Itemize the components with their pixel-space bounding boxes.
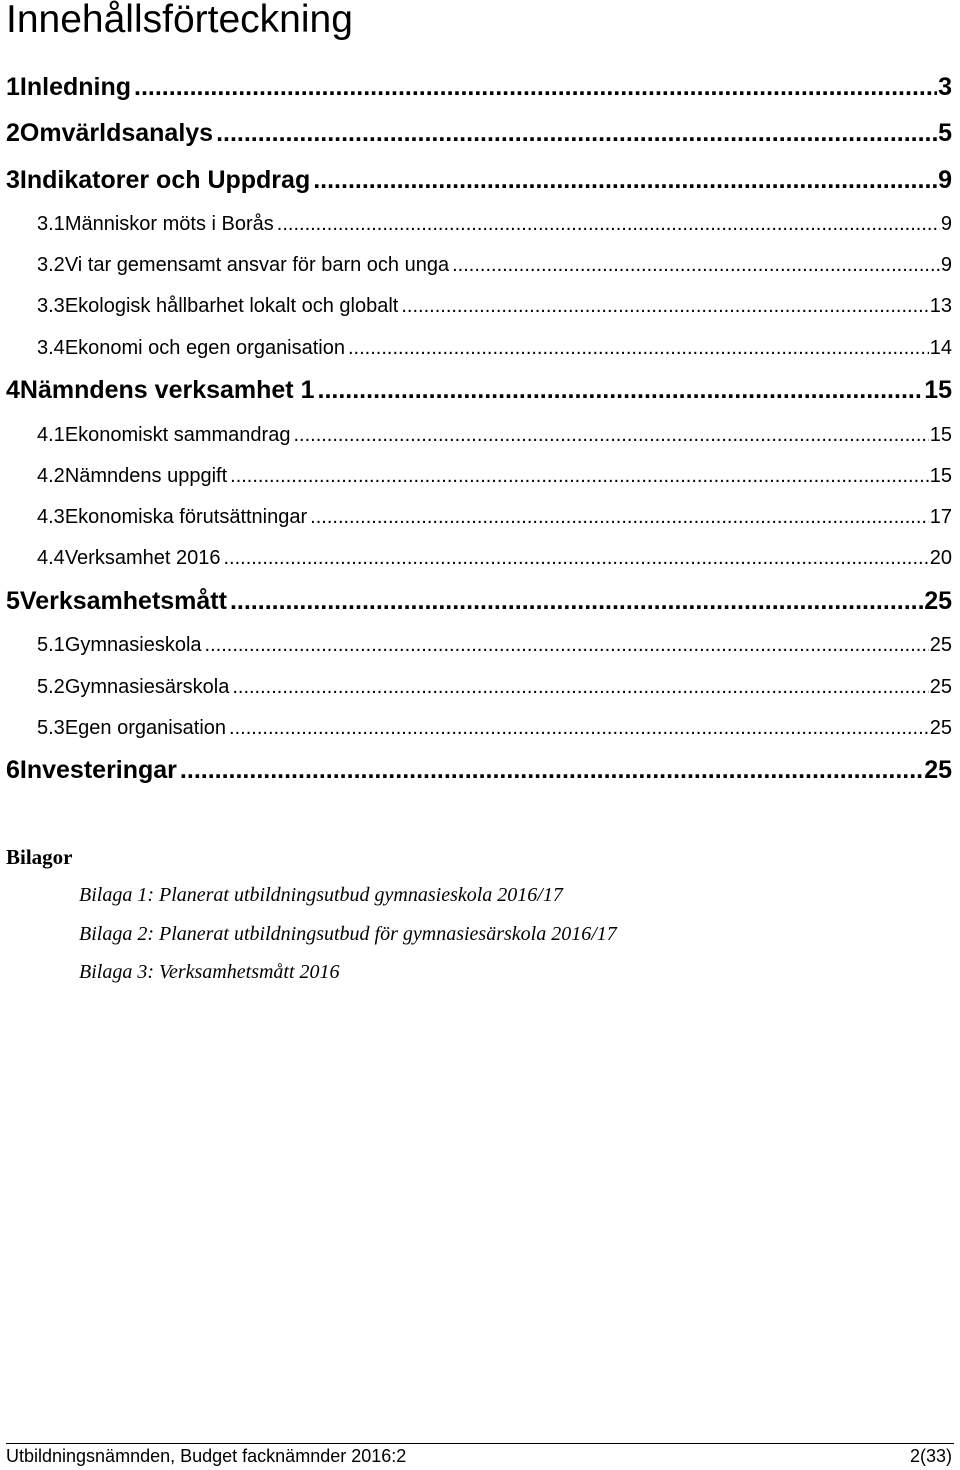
- toc-dot-leader: [232, 676, 928, 699]
- toc-number: 6: [6, 756, 20, 784]
- toc-dot-leader: [216, 119, 937, 148]
- toc-title: Egen organisation: [64, 717, 227, 739]
- bilaga-item: Bilaga 1: Planerat utbildningsutbud gymnasieskola 2016/17: [79, 884, 563, 906]
- toc-title: Omvärldsanalys: [19, 119, 214, 147]
- toc-number: 5.1: [37, 634, 65, 656]
- toc-page-number: 14: [929, 337, 952, 359]
- toc-page-number: 9: [940, 254, 952, 276]
- toc-number: 3.4: [37, 337, 65, 359]
- toc-page-number: 15: [924, 376, 952, 404]
- toc-title: Ekonomiska förutsättningar: [64, 506, 308, 528]
- toc-entry[interactable]: [6, 376, 952, 408]
- toc-entry[interactable]: [6, 717, 952, 745]
- toc-number: 4.3: [37, 506, 65, 528]
- toc-number: 3.3: [37, 295, 65, 317]
- toc-dot-leader: [293, 424, 928, 447]
- toc-entry[interactable]: [6, 506, 952, 534]
- toc-title: Investeringar: [19, 756, 177, 784]
- footer-page-number: 2(33): [909, 1446, 952, 1466]
- toc-entry[interactable]: [6, 166, 952, 198]
- toc-page-number: 25: [924, 587, 952, 615]
- toc-number: 3.2: [37, 254, 65, 276]
- toc-dot-leader: [310, 506, 929, 529]
- toc-number: 3: [6, 166, 20, 194]
- footer-rule: [6, 1443, 954, 1444]
- toc-number: 1: [6, 73, 20, 101]
- toc-page-number: 25: [924, 756, 952, 784]
- page-title: Innehållsförteckning: [6, 0, 353, 41]
- toc-dot-leader: [223, 547, 928, 570]
- toc-page-number: 5: [938, 119, 952, 147]
- toc-number: 5: [6, 587, 20, 615]
- toc-dot-leader: [205, 634, 929, 657]
- toc-entry[interactable]: [6, 465, 952, 493]
- toc-dot-leader: [230, 587, 923, 616]
- toc-page-number: 17: [929, 506, 952, 528]
- toc-dot-leader: [318, 376, 924, 405]
- toc-entry[interactable]: [6, 254, 952, 282]
- toc-entry[interactable]: [6, 424, 952, 452]
- toc-title: Ekologisk hållbarhet lokalt och globalt: [64, 295, 399, 317]
- toc-dot-leader: [277, 213, 940, 236]
- toc-entry[interactable]: [6, 73, 952, 105]
- toc-dot-leader: [230, 465, 929, 488]
- toc-number: 5.3: [37, 717, 65, 739]
- toc-number: 2: [6, 119, 20, 147]
- toc-number: 3.1: [37, 213, 65, 235]
- toc-entry[interactable]: [6, 756, 952, 788]
- toc-title: Ekonomiskt sammandrag: [64, 424, 291, 446]
- toc-number: 4.4: [37, 547, 65, 569]
- toc-title: Indikatorer och Uppdrag: [19, 166, 311, 194]
- toc-title: Inledning: [19, 73, 132, 101]
- toc-entry[interactable]: [6, 213, 952, 241]
- toc-entry[interactable]: [6, 634, 952, 662]
- toc-title: Vi tar gemensamt ansvar för barn och unga: [64, 254, 450, 276]
- bilagor-heading: Bilagor: [6, 845, 73, 869]
- toc-dot-leader: [452, 254, 940, 277]
- toc-dot-leader: [401, 295, 928, 318]
- toc-title: Verksamhetsmått: [19, 587, 227, 615]
- bilaga-item: Bilaga 3: Verksamhetsmått 2016: [79, 961, 340, 983]
- toc-entry[interactable]: [6, 119, 952, 151]
- toc-page-number: 15: [929, 424, 952, 446]
- toc-number: 4: [6, 376, 20, 404]
- toc-title: Nämndens verksamhet 1: [19, 376, 315, 404]
- toc-page-number: 20: [929, 547, 952, 569]
- toc-entry[interactable]: [6, 337, 952, 365]
- toc-title: Nämndens uppgift: [64, 465, 228, 487]
- toc-page-number: 9: [938, 166, 952, 194]
- toc-entry[interactable]: [6, 295, 952, 323]
- toc-number: 4.2: [37, 465, 65, 487]
- toc-page-number: 25: [929, 634, 952, 656]
- toc-title: Människor möts i Borås: [64, 213, 274, 235]
- toc-page-number: 15: [929, 465, 952, 487]
- toc-page-number: 9: [940, 213, 952, 235]
- toc-dot-leader: [348, 337, 929, 360]
- toc-title: Ekonomi och egen organisation: [64, 337, 345, 359]
- toc-entry[interactable]: [6, 547, 952, 575]
- toc-page-number: 13: [929, 295, 952, 317]
- toc-page-number: 25: [929, 717, 952, 739]
- toc-title: Gymnasiesärskola: [64, 676, 230, 698]
- toc-page-number: 3: [938, 73, 952, 101]
- toc-title: Gymnasieskola: [64, 634, 202, 656]
- toc-title: Verksamhet 2016: [64, 547, 221, 569]
- footer-document-title: Utbildningsnämnden, Budget facknämnder 2016:2: [6, 1446, 407, 1466]
- toc-dot-leader: [313, 166, 937, 195]
- toc-entry[interactable]: [6, 587, 952, 619]
- toc-dot-leader: [229, 717, 929, 740]
- toc-page-number: 25: [929, 676, 952, 698]
- toc-dot-leader: [134, 73, 937, 102]
- toc-dot-leader: [180, 756, 923, 785]
- bilaga-item: Bilaga 2: Planerat utbildningsutbud för gymnasiesärskola 2016/17: [79, 923, 617, 945]
- toc-entry[interactable]: [6, 676, 952, 704]
- toc-number: 5.2: [37, 676, 65, 698]
- toc-number: 4.1: [37, 424, 65, 446]
